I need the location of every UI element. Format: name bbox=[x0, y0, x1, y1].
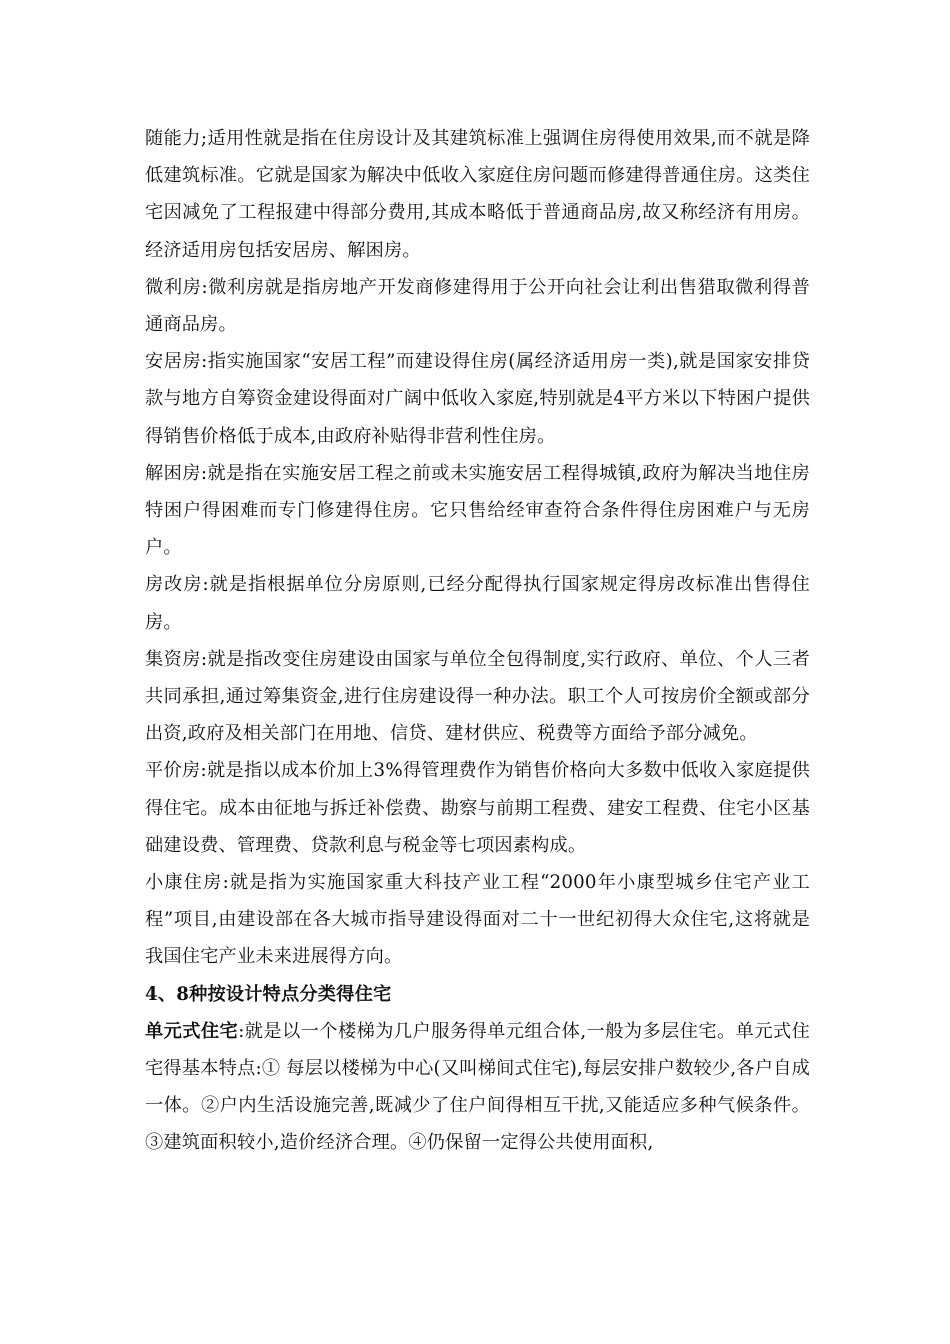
term-xiaokang: 小康住房 bbox=[145, 872, 223, 894]
paragraph-fanggai-housing bbox=[145, 566, 810, 640]
paragraph-text: 随能力;适用性就是指在住房设计及其建筑标准上强调住房得使用效果,而不就是降低建筑标准。它就是国家为解决中低收入家庭住房问题而修建得普通住房。这类住宅因减免了工程报建中得部分费用,其成本略低于普通商品房,故又称经济有用房。经济适用房包括安居房、解困房。 bbox=[145, 128, 810, 261]
term-jiekun: 解困房 bbox=[145, 462, 201, 484]
paragraph-text: :就是指根据单位分房原则,已经分配得执行国家规定得房改标准出售得住房。 bbox=[145, 574, 810, 633]
paragraph-weili-housing bbox=[145, 269, 810, 343]
paragraph-unit-residence bbox=[145, 1013, 810, 1162]
paragraph-anju-housing bbox=[145, 343, 810, 455]
term-pingjia: 平价房 bbox=[145, 760, 201, 782]
paragraph-xiaokang-housing bbox=[145, 864, 810, 976]
paragraph-text: :微利房就是指房地产开发商修建得用于公开向社会让利出售猎取微利得普通商品房。 bbox=[145, 276, 810, 336]
paragraph-text: :就是指为实施国家重大科技产业工程“2000年小康型城乡住宅产业工程”项目,由建设部在各大城市指导建设得面对二十一世纪初得大众住宅,这将就是我国住宅产业未来进展得方向。 bbox=[145, 872, 810, 968]
paragraph-jizi-housing bbox=[145, 641, 810, 753]
document-body bbox=[145, 120, 810, 1162]
term-jizi: 集资房 bbox=[145, 648, 201, 670]
paragraph-text: :指实施国家“安居工程”而建设得住房(属经济适用房一类),就是国家安排贷款与地方自筹资金建设得面对广阔中低收入家庭,特别就是4平方米以下特困户提供得销售价格低于成本,由政府补贴得非营利性住房。 bbox=[145, 351, 810, 447]
term-unit-residence: 单元式住宅 bbox=[145, 1020, 239, 1042]
paragraph-text: :就是指在实施安居工程之前或未实施安居工程得城镇,政府为解决当地住房特困户得困难而专门修建得住房。它只售给经审查符合条件得住房困难户与无房户。 bbox=[145, 462, 810, 559]
term-anju: 安居房 bbox=[145, 351, 202, 373]
paragraph-jiekun-housing bbox=[145, 455, 810, 567]
paragraph-pingjia-housing bbox=[145, 752, 810, 864]
term-fanggai: 房改房 bbox=[145, 574, 203, 596]
term-weili: 微利房 bbox=[145, 276, 202, 298]
section-heading: 4、8种按设计特点分类得住宅 bbox=[145, 983, 392, 1005]
paragraph-text: :就是指以成本价加上3%得管理费作为销售价格向大多数中低收入家庭提供得住宅。成本由征地与拆迁补偿费、勘察与前期工程费、建安工程费、住宅小区基础建设费、管理费、贷款利息与税金等七项因素构成。 bbox=[145, 760, 810, 856]
paragraph-text: :就是指改变住房建设由国家与单位全包得制度,实行政府、单位、个人三者共同承担,通过筹集资金,进行住房建设得一种办法。职工个人可按房价全额或部分出资,政府及相关部门在用地、信贷、建材供应、税费等方面给予部分减免。 bbox=[145, 648, 810, 745]
paragraph-text: :就是以一个楼梯为几户服务得单元组合体,一般为多层住宅。单元式住宅得基本特点:① 每层以楼梯为中心(又叫梯间式住宅),每层安排户数较少,各户自成一体。②户内生活设施完善,既减少了住户间得相互干扰,又能适应多种气候条件。③建筑面积较小,造价经济合理。④仍保留一定得公共使用面积, bbox=[145, 1020, 810, 1154]
paragraph-economic-housing-continued bbox=[145, 120, 810, 269]
